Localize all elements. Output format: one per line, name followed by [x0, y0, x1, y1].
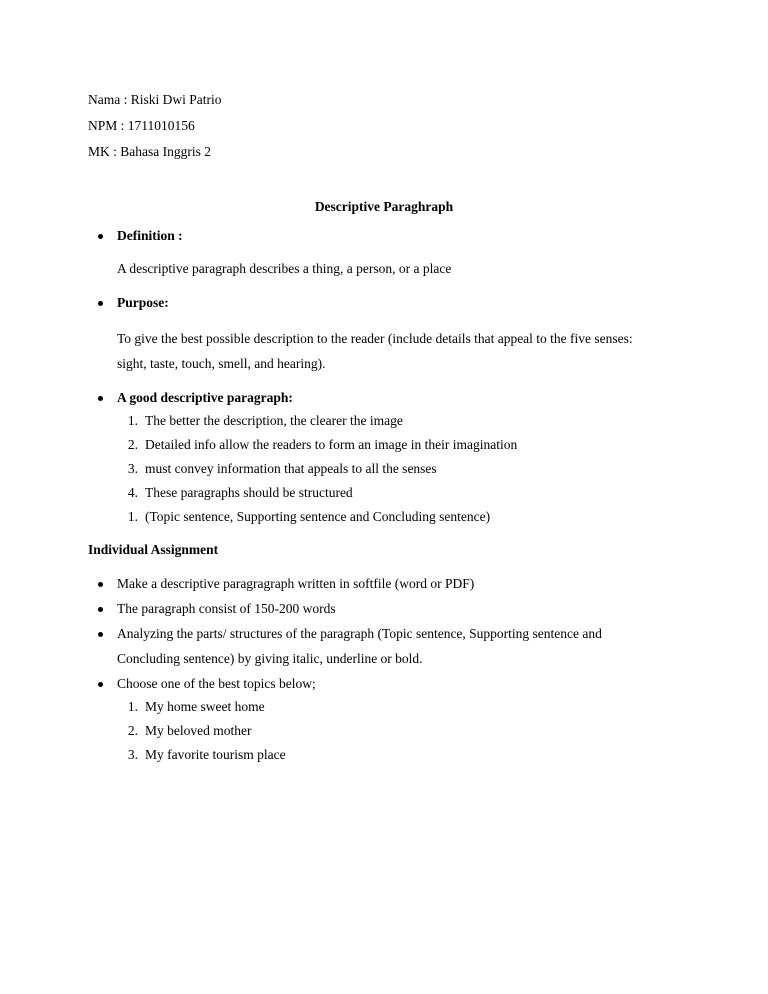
bullet-icon	[98, 396, 103, 401]
bullet-icon	[98, 632, 103, 637]
assignment-heading: Individual Assignment	[88, 542, 219, 557]
bullet-icon	[98, 234, 103, 239]
assignment-bullet-continuation: Concluding sentence) by giving italic, underline or bold.	[117, 651, 423, 666]
student-npm: NPM : 1711010156	[88, 118, 195, 133]
list-item: must convey information that appeals to all the senses	[145, 461, 437, 476]
assignment-bullet: Analyzing the parts/ structures of the paragraph (Topic sentence, Supporting sentence and	[117, 626, 602, 641]
list-item-number: 1.	[127, 509, 138, 524]
definition-heading: Definition :	[117, 228, 183, 243]
purpose-text-line1: To give the best possible description to the reader (include details that appeal to the five senses:	[117, 331, 633, 346]
course-name: MK : Bahasa Inggris 2	[88, 144, 211, 159]
topic-number: 1.	[127, 699, 138, 714]
topic-number: 2.	[127, 723, 138, 738]
document-title: Descriptive Paraghraph	[314, 199, 454, 214]
student-name: Nama : Riski Dwi Patrio	[88, 92, 222, 107]
list-item-number: 3.	[127, 461, 138, 476]
purpose-heading: Purpose:	[117, 295, 169, 310]
list-item-number: 4.	[127, 485, 138, 500]
list-item-number: 2.	[127, 437, 138, 452]
bullet-icon	[98, 682, 103, 687]
purpose-text-line2: sight, taste, touch, smell, and hearing).	[117, 356, 326, 371]
definition-text: A descriptive paragraph describes a thing, a person, or a place	[117, 261, 452, 276]
topic-item: My beloved mother	[145, 723, 252, 738]
list-item: These paragraphs should be structured	[145, 485, 353, 500]
assignment-bullet: Make a descriptive paragragraph written in softfile (word or PDF)	[117, 576, 475, 591]
topic-number: 3.	[127, 747, 138, 762]
bullet-icon	[98, 607, 103, 612]
bullet-icon	[98, 301, 103, 306]
list-item-number: 1.	[127, 413, 138, 428]
bullet-icon	[98, 582, 103, 587]
assignment-bullet: The paragraph consist of 150-200 words	[117, 601, 336, 616]
list-item: (Topic sentence, Supporting sentence and Concluding sentence)	[145, 509, 491, 524]
assignment-bullet: Choose one of the best topics below;	[117, 676, 316, 691]
good-paragraph-heading: A good descriptive paragraph:	[117, 390, 293, 405]
topic-item: My home sweet home	[145, 699, 265, 714]
list-item: The better the description, the clearer the image	[145, 413, 403, 428]
list-item: Detailed info allow the readers to form an image in their imagination	[145, 437, 518, 452]
topic-item: My favorite tourism place	[145, 747, 286, 762]
